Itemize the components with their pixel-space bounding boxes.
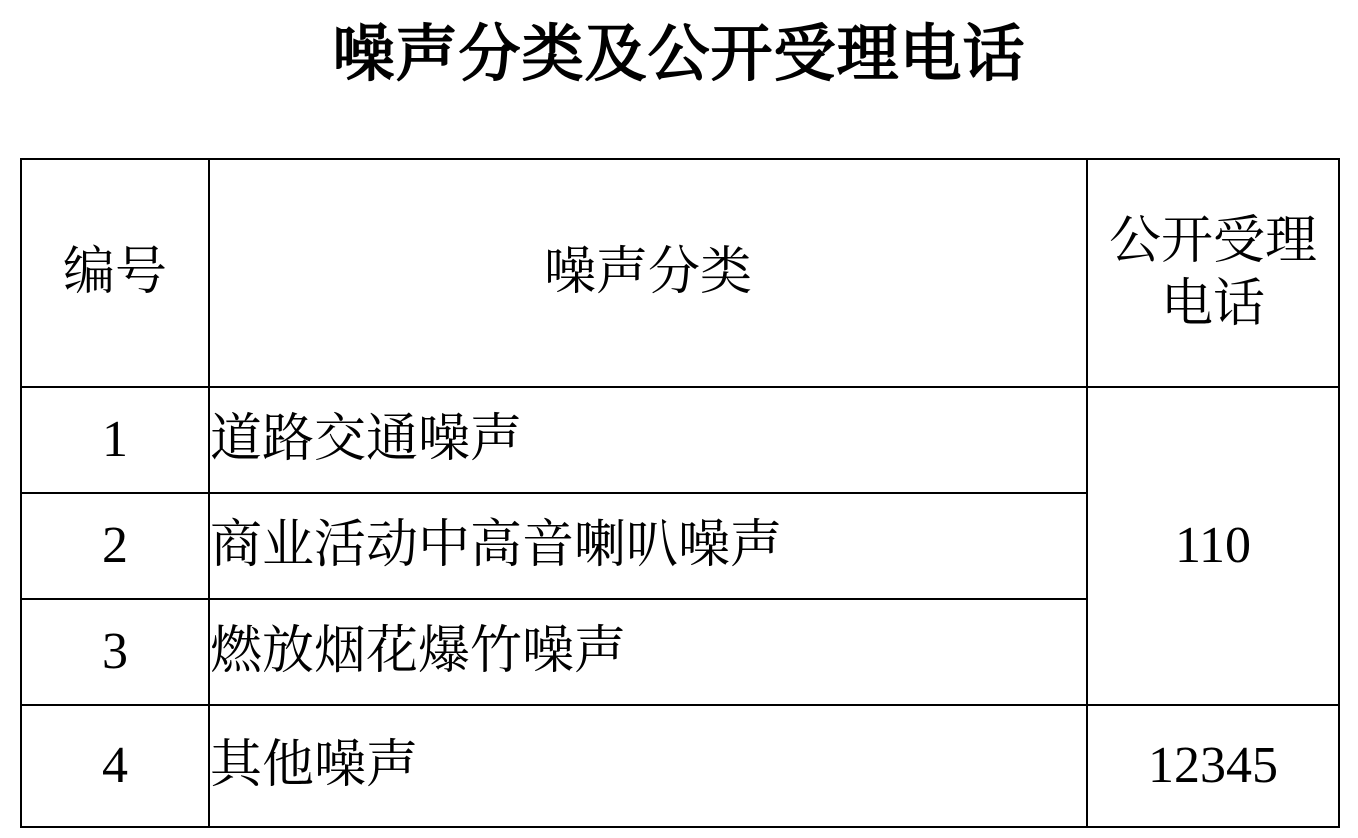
row-category-cell: 其他噪声	[209, 705, 1087, 827]
table-row	[21, 705, 1339, 827]
row-category-cell: 道路交通噪声	[209, 387, 1087, 493]
row-number-cell: 4	[21, 705, 209, 827]
row-category-cell: 燃放烟花爆竹噪声	[209, 599, 1087, 705]
table-row	[21, 387, 1339, 493]
row-number-cell: 3	[21, 599, 209, 705]
noise-categories-table-wrapper	[20, 158, 1338, 828]
row-phone-cell: 12345	[1087, 705, 1339, 827]
page-title: 噪声分类及公开受理电话	[332, 20, 1026, 89]
table-header-row	[21, 159, 1339, 387]
table-column-header-category: 噪声分类	[209, 159, 1087, 387]
row-number-cell: 1	[21, 387, 209, 493]
table-column-header-number: 编号	[21, 159, 209, 387]
row-phone-cell-merged: 110	[1087, 387, 1339, 705]
noise-categories-table	[20, 158, 1340, 828]
row-number-cell: 2	[21, 493, 209, 599]
row-category-cell: 商业活动中高音喇叭噪声	[209, 493, 1087, 599]
table-column-header-phone: 公开受理电话	[1087, 159, 1339, 387]
